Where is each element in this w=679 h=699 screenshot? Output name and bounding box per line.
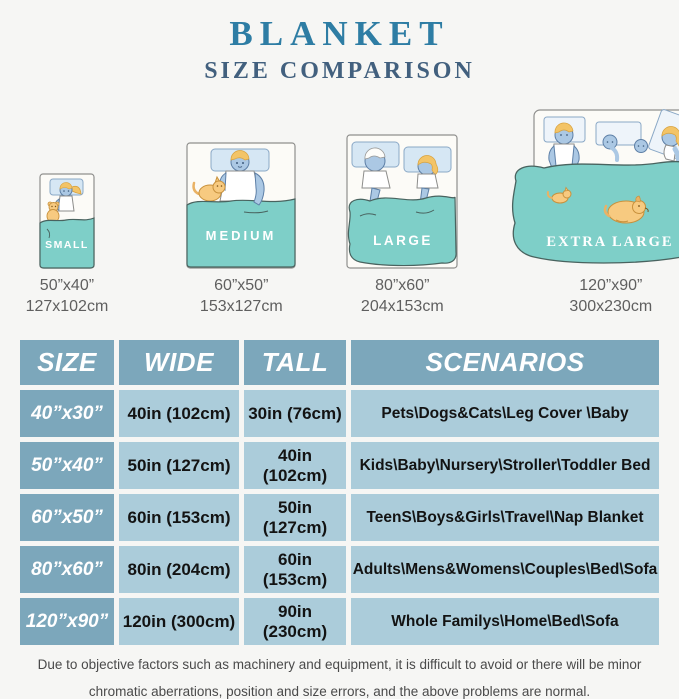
- disclaimer-line-2: chromatic aberrations, position and size errors, and the above problems are normal.: [88, 683, 591, 699]
- table-row-scenarios: TeenS\Boys&Girls\Travel\Nap Blanket: [351, 494, 659, 541]
- table-row-wide: 40in (102cm): [119, 390, 239, 437]
- table-row-tall: 90in (230cm): [244, 598, 346, 645]
- column-header-scenarios: SCENARIOS: [351, 340, 659, 385]
- table-row-wide: 50in (127cm): [119, 442, 239, 489]
- page-subtitle: SIZE COMPARISON: [204, 58, 475, 84]
- medium-blanket-illustration: [186, 142, 296, 269]
- large-blanket-illustration: [346, 134, 458, 269]
- title-block: [0, 0, 679, 83]
- table-row-scenarios: Pets\Dogs&Cats\Leg Cover \Baby: [351, 390, 659, 437]
- blanket-illustrations: [0, 91, 679, 334]
- table-row-size: 60”x50”: [20, 494, 114, 541]
- size-inches: 60”x50”: [214, 277, 269, 294]
- teddy-bear-icon: [47, 202, 59, 223]
- disclaimer: [0, 658, 679, 698]
- table-row-tall: 30in (76cm): [244, 390, 346, 437]
- table-row-wide: 80in (204cm): [119, 546, 239, 593]
- disclaimer-line-1: Due to objective factors such as machinery and equipment, it is difficult to avoid or there will be minor: [37, 657, 642, 672]
- blanket-label-large: LARGE: [373, 233, 434, 248]
- blanket-figure-large: [346, 134, 458, 318]
- page-title: BLANKET: [229, 14, 450, 53]
- table-row-size: 80”x60”: [20, 546, 114, 593]
- size-inches: 80”x60”: [375, 277, 430, 294]
- table-row-tall: 40in (102cm): [244, 442, 346, 489]
- size-comparison-table: [20, 340, 659, 645]
- table-row-size: 120”x90”: [20, 598, 114, 645]
- size-caption: [26, 276, 109, 318]
- blanket-shape: [349, 196, 457, 265]
- table-row-tall: 50in (127cm): [244, 494, 346, 541]
- child-figure: [635, 140, 648, 153]
- blanket-label-extra-large: EXTRA LARGE: [546, 234, 674, 250]
- size-caption: [200, 276, 283, 318]
- blanket-figure-medium: [186, 142, 296, 318]
- size-cm: 300x230cm: [569, 297, 653, 315]
- size-cm: 153x127cm: [199, 297, 283, 315]
- table-row-wide: 120in (300cm): [119, 598, 239, 645]
- table-row-scenarios: Whole Familys\Home\Bed\Sofa: [351, 598, 659, 645]
- size-caption: [569, 276, 652, 318]
- size-caption: [361, 276, 444, 318]
- table-row-scenarios: Adults\Mens&Womens\Couples\Bed\Sofa: [351, 546, 659, 593]
- table-row-wide: 60in (153cm): [119, 494, 239, 541]
- size-cm: 127x102cm: [25, 297, 109, 315]
- size-cm: 204x153cm: [360, 297, 444, 315]
- size-inches: 50”x40”: [39, 277, 95, 294]
- extra-large-blanket-illustration: [508, 107, 679, 269]
- column-header-tall: TALL: [244, 340, 346, 385]
- table-row-size: 40”x30”: [20, 390, 114, 437]
- small-blanket-illustration: [39, 173, 95, 269]
- blanket-label-small: SMALL: [45, 239, 89, 251]
- table-row-tall: 60in (153cm): [244, 546, 346, 593]
- blanket-figure-extra-large: [508, 107, 679, 318]
- table-row-size: 50”x40”: [20, 442, 114, 489]
- size-inches: 120”x90”: [579, 277, 643, 294]
- table-row-scenarios: Kids\Baby\Nursery\Stroller\Toddler Bed: [351, 442, 659, 489]
- blanket-figure-small: [26, 173, 109, 318]
- column-header-wide: WIDE: [119, 340, 239, 385]
- blanket-label-medium: MEDIUM: [205, 228, 277, 243]
- column-header-size: SIZE: [20, 340, 114, 385]
